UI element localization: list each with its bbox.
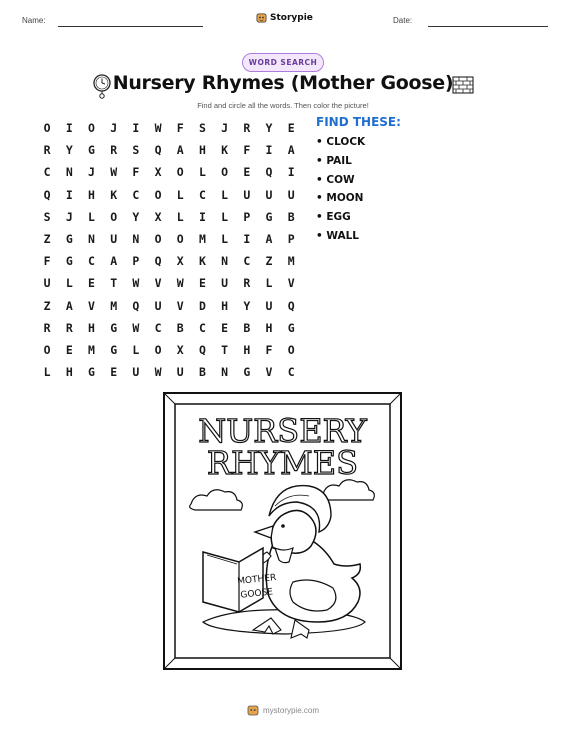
grid-letter[interactable]: Z [265,254,273,269]
grid-letter[interactable]: W [110,165,118,180]
grid-letter[interactable]: U [265,187,273,202]
grid-letter[interactable]: E [243,165,251,180]
grid-letter[interactable]: W [154,365,162,380]
grid-letter[interactable]: K [110,187,118,202]
grid-letter[interactable]: I [243,231,251,246]
grid-letter[interactable]: F [43,254,51,269]
grid-letter[interactable]: H [88,187,95,202]
grid-letter[interactable]: V [88,298,95,313]
grid-letter[interactable]: Y [132,209,140,224]
footer-url[interactable]: mystorypie.com [262,705,319,715]
grid-letter[interactable]: I [287,165,295,180]
grid-letter[interactable]: Y [65,143,73,158]
grid-row [36,317,302,339]
word-item: • EGG [316,211,351,224]
grid-letter[interactable]: L [43,365,51,380]
grid-letter[interactable]: U [243,187,251,202]
grid-letter[interactable]: N [88,231,95,246]
grid-row [36,339,302,361]
grid-letter[interactable]: U [154,298,162,313]
grid-letter[interactable]: L [65,276,73,291]
grid-letter[interactable]: I [132,121,140,135]
grid-letter[interactable]: E [287,121,295,135]
book-title-line2: GOOSE [240,587,274,601]
find-these-heading: FIND THESE: [316,115,401,129]
grid-letter[interactable]: K [198,254,206,269]
grid-letter[interactable]: S [132,143,140,158]
grid-letter[interactable]: L [221,187,229,202]
grid-letter[interactable]: I [265,143,273,158]
letter-grid[interactable] [36,117,302,383]
grid-letter[interactable]: N [65,165,73,180]
grid-row [36,295,302,317]
grid-letter[interactable]: H [221,298,229,313]
grid-letter[interactable]: R [243,276,251,291]
grid-letter[interactable]: O [88,121,95,135]
grid-letter[interactable]: Z [43,298,51,313]
storypie-logo-icon [247,704,259,716]
grid-letter[interactable]: S [198,121,206,135]
grid-letter[interactable]: E [110,365,118,380]
grid-row [36,117,302,139]
name-line[interactable] [58,26,203,27]
grid-letter[interactable]: X [154,209,162,224]
brand-name: Storypie [270,12,313,23]
grid-letter[interactable]: G [243,365,251,380]
grid-letter[interactable]: B [243,320,251,335]
grid-letter[interactable]: B [176,320,184,335]
grid-letter[interactable]: U [43,276,51,291]
grid-row [36,184,302,206]
grid-letter[interactable]: O [154,187,162,202]
date-line[interactable] [428,26,548,27]
grid-letter[interactable]: P [287,231,295,246]
grid-letter[interactable]: C [43,165,51,180]
word-item: • MOON [316,192,364,205]
grid-letter[interactable]: G [110,342,118,357]
grid-letter[interactable]: Q [265,165,273,180]
grid-letter[interactable]: J [88,165,95,180]
grid-letter[interactable]: I [198,209,206,224]
grid-letter[interactable]: A [65,298,73,313]
grid-row [36,250,302,272]
word-list [316,136,365,249]
grid-letter[interactable]: U [265,298,273,313]
poster-title-line2: RHYMES [206,444,359,482]
grid-letter[interactable]: Q [287,298,295,313]
grid-letter[interactable]: Q [43,187,51,202]
grid-letter[interactable]: Y [265,121,273,135]
grid-letter[interactable]: O [154,231,162,246]
grid-letter[interactable]: A [287,143,295,158]
grid-letter[interactable]: J [65,209,73,224]
grid-letter[interactable]: N [221,365,229,380]
grid-letter[interactable]: E [65,342,73,357]
grid-letter[interactable]: R [43,320,51,335]
grid-letter[interactable]: N [221,254,229,269]
grid-letter[interactable]: H [243,342,251,357]
grid-letter[interactable]: Q [132,298,140,313]
grid-letter[interactable]: O [154,342,162,357]
grid-letter[interactable]: A [265,231,273,246]
footer [0,704,566,718]
grid-row [36,228,302,250]
grid-letter[interactable]: A [110,254,118,269]
grid-letter[interactable]: W [132,276,140,291]
grid-letter[interactable]: O [287,342,295,357]
grid-letter[interactable]: L [221,209,229,224]
grid-letter[interactable]: G [110,320,118,335]
grid-letter[interactable]: N [132,231,140,246]
grid-letter[interactable]: L [176,209,184,224]
grid-letter[interactable]: R [43,143,51,158]
grid-letter[interactable]: X [176,342,184,357]
coloring-picture[interactable] [163,392,402,670]
grid-letter[interactable]: G [88,143,95,158]
grid-letter[interactable]: R [110,143,118,158]
grid-letter[interactable]: W [132,320,140,335]
grid-letter[interactable]: E [198,276,206,291]
grid-letter[interactable]: V [154,276,162,291]
brick-wall-icon [452,76,474,94]
grid-letter[interactable]: O [43,121,51,135]
grid-letter[interactable]: F [176,121,184,135]
grid-letter[interactable]: G [65,254,73,269]
grid-letter[interactable]: M [287,254,295,269]
grid-letter[interactable]: G [88,365,95,380]
grid-letter[interactable]: O [176,231,184,246]
grid-letter[interactable]: V [287,276,295,291]
grid-letter[interactable]: W [176,276,184,291]
grid-letter[interactable]: X [154,165,162,180]
grid-letter[interactable]: U [287,187,295,202]
name-label: Name: [22,16,46,25]
grid-letter[interactable]: R [243,121,251,135]
word-item: • PAIL [316,154,352,167]
grid-letter[interactable]: T [110,276,118,291]
grid-row [36,272,302,294]
worksheet-header [0,10,566,34]
grid-letter[interactable]: P [243,209,251,224]
grid-letter[interactable]: L [132,342,140,357]
storypie-logo-icon [256,12,267,23]
grid-letter[interactable]: D [198,298,206,313]
grid-letter[interactable]: F [265,342,273,357]
grid-letter[interactable]: R [65,320,73,335]
book-title-line1: MOTHER [236,572,277,588]
word-item: • WALL [316,229,359,242]
grid-letter[interactable]: C [198,187,206,202]
poster-title-line1: NURSERY [198,412,367,450]
grid-letter[interactable]: J [221,121,229,135]
grid-letter[interactable]: C [88,254,95,269]
brand-logo [256,12,313,23]
grid-letter[interactable]: F [132,165,140,180]
grid-letter[interactable]: P [132,254,140,269]
grid-letter[interactable]: H [65,365,73,380]
word-item: • CLOCK [316,136,366,148]
grid-letter[interactable]: I [65,121,73,135]
grid-letter[interactable]: X [176,254,184,269]
grid-letter[interactable]: C [132,187,140,202]
word-item: • COW [316,173,355,186]
grid-letter[interactable]: Z [43,231,51,246]
grid-letter[interactable]: U [221,276,229,291]
grid-letter[interactable]: G [265,209,273,224]
grid-letter[interactable]: T [221,342,229,357]
date-label: Date: [393,16,413,25]
grid-letter[interactable]: L [265,276,273,291]
grid-letter[interactable]: E [88,276,95,291]
grid-letter[interactable]: B [198,365,206,380]
grid-letter[interactable]: L [88,209,95,224]
grid-row [36,361,302,383]
grid-letter[interactable]: O [221,165,229,180]
grid-letter[interactable]: O [110,209,118,224]
grid-letter[interactable]: V [176,298,184,313]
page-title: Nursery Rhymes (Mother Goose) [112,72,454,94]
grid-letter[interactable]: J [110,121,118,135]
grid-letter[interactable]: U [110,231,118,246]
grid-letter[interactable]: Q [198,342,206,357]
grid-letter[interactable]: O [43,342,51,357]
grid-letter[interactable]: H [88,320,95,335]
instructions: Find and circle all the words. Then color the picture! [197,101,369,110]
grid-letter[interactable]: K [221,143,229,158]
grid-letter[interactable]: F [243,143,251,158]
grid-letter[interactable]: M [88,342,95,357]
grid-letter[interactable]: Q [154,254,162,269]
grid-letter[interactable]: O [176,165,184,180]
grid-letter[interactable]: Q [154,143,162,158]
grid-letter[interactable]: M [198,231,206,246]
grid-letter[interactable]: B [287,209,295,224]
grid-letter[interactable]: G [65,231,73,246]
word-search-badge: WORD SEARCH [242,53,324,72]
grid-letter[interactable]: C [243,254,251,269]
grid-letter[interactable]: Y [243,298,251,313]
grid-letter[interactable]: I [65,187,73,202]
grid-letter[interactable]: L [198,165,206,180]
grid-letter[interactable]: M [110,298,118,313]
grid-letter[interactable]: G [287,320,295,335]
grid-letter[interactable]: L [221,231,229,246]
grid-letter[interactable]: C [154,320,162,335]
grid-letter[interactable]: L [176,187,184,202]
grid-letter[interactable]: C [287,365,295,380]
grid-letter[interactable]: H [198,143,206,158]
grid-letter[interactable]: H [265,320,273,335]
grid-row [36,161,302,183]
grid-letter[interactable]: U [132,365,140,380]
grid-letter[interactable]: U [176,365,184,380]
grid-row [36,206,302,228]
grid-letter[interactable]: E [221,320,229,335]
grid-letter[interactable]: C [198,320,206,335]
grid-letter[interactable]: V [265,365,273,380]
grid-row [36,139,302,161]
grid-letter[interactable]: S [43,209,51,224]
grid-letter[interactable]: A [176,143,184,158]
grid-letter[interactable]: W [154,121,162,135]
